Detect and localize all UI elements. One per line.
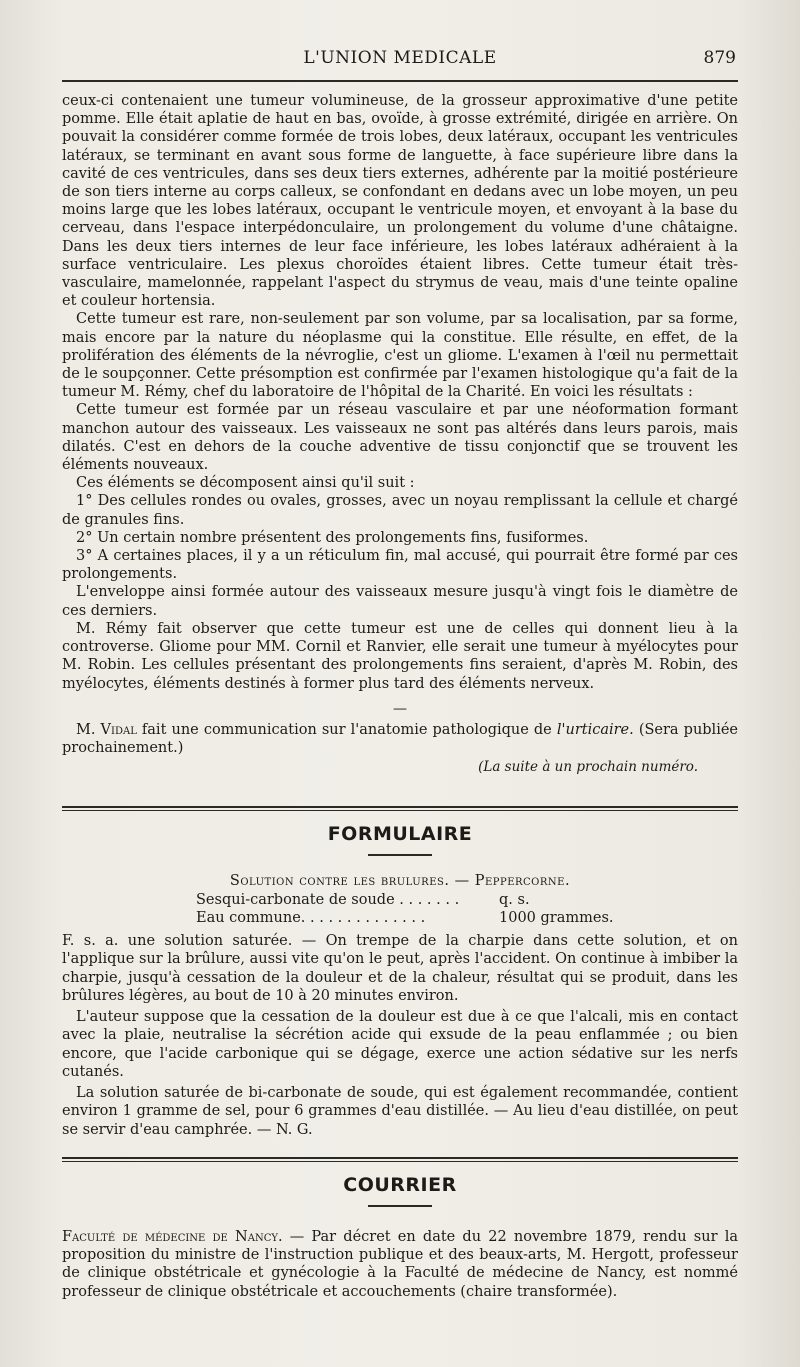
paragraph: L'auteur suppose que la cessation de la douleur est due à ce que l'alcali, mis en contact avec la plaie, neutralise la sécrétion acide qui exsude de la peau enflammée ; ou bien encore, que l'acide carbonique qui se dégage, exerce une action sédative sur les nerfs cutanés. [62, 1008, 738, 1080]
formula-heading [62, 872, 738, 891]
list-item: 2° Un certain nombre présentent des prolongements fins, fusiformes. [76, 529, 589, 546]
formula-title: Solution contre les brulures. [229, 873, 450, 889]
title-underline [368, 854, 432, 856]
ingredient-row [62, 909, 738, 928]
paragraph: ceux-ci contenaient une tumeur volumineuse, de la grosseur approximative d'une petite pomme. Elle était aplatie de haut en bas, ovoïde, à grosse extrémité, dirigée en arrière. On pouvait la considérer comme formée de trois lobes, deux latéraux, occupant les ventricules latéraux, se terminant en avant sous forme de languette, à face supérieure libre dans la cavité de ces ventricules, dans ses deux tiers externes, adhérente par la moitié postérieure de son tiers interne au corps calleux, se confondant en dedans avec un lobe moyen, un peu moins large que les lobes latéraux, occupant le ventricule moyen, et envoyant à la base du cerveau, dans l'espace interpédonculaire, un prolongement du volume d'une châtaigne. Dans les deux tiers internes de leur face inférieure, les lobes latéraux adhéraient à la surface ventriculaire. Les plexus choroïdes étaient libres. Cette tumeur était très-vasculaire, mamelonnée, rappelant l'aspect du strymus de veau, mais d'une teinte opaline et couleur hortensia. [62, 93, 738, 310]
paragraph: La solution saturée de bi-carbonate de soude, qui est également recommandée, contient environ 1 gramme de sel, pour 6 grammes d'eau distillée. — Au lieu d'eau distillée, on peut se servir d'eau camphrée. — N. G. [62, 1084, 738, 1138]
paragraph: Cette tumeur est formée par un réseau vasculaire et par une néoformation formant manchon autour des vaisseaux. Les vaisseaux ne sont pas altérés dans leurs parois, mais dilatés. C'est en dehors de la couche adventive de tissu conjonctif que se trouvent les éléments nouveaux. [62, 402, 738, 474]
paragraph: M. Rémy fait observer que cette tumeur est une de celles qui donnent lieu à la controverse. Gliome pour MM. Cornil et Ranvier, elle serait une tumeur à myélocytes pour M. Robin. Les cellules présentant des prolongements fins seraient, d'après M. Robin, des myélocytes, éléments destinés à former plus tard des éléments nerveux. [62, 620, 738, 692]
formula-author: Peppercorne. [474, 873, 571, 889]
running-title: L'UNION MEDICALE [303, 48, 497, 68]
article-body [62, 92, 738, 777]
paragraph: F. s. a. une solution saturée. — On trempe de la charpie dans cette solution, et on l'applique sur la brûlure, aussi vite qu'on le peut, après l'accident. On continue à imbiber la charpie, jusqu'à cessation de la douleur et de la chaleur, résultat qui se produit, dans les brûlures légères, au bout de 10 à 20 minutes environ. [62, 932, 738, 1004]
separator-dash: — [393, 700, 407, 717]
section-title-formulaire: FORMULAIRE [327, 823, 473, 845]
paragraph-text: (Sera publiée prochainement.) [62, 721, 738, 757]
formula-heading-dash: — [449, 873, 475, 889]
topic-italic: l'urticaire. [556, 721, 634, 738]
header-rule [62, 80, 738, 82]
paragraph: L'enveloppe ainsi formée autour des vaisseaux mesure jusqu'à vingt fois le diamètre de ces derniers. [62, 584, 738, 619]
news-lead: Faculté de médecine de Nancy. [62, 1229, 283, 1245]
list-item: 3° A certaines places, il y a un réticulum fin, mal accusé, qui pourrait être formé par ces prolongements. [62, 548, 738, 583]
paragraph [62, 1228, 738, 1301]
courrier-section [62, 1228, 738, 1301]
page-number: 879 [703, 48, 736, 68]
paragraph [62, 721, 738, 757]
paragraph-text: fait une communication sur l'anatomie pathologique de [136, 721, 557, 738]
title-underline [368, 1205, 432, 1207]
continuation-note: (La suite à un prochain numéro. [478, 759, 698, 776]
speaker-name: M. Vidal [76, 721, 137, 738]
list-item: 1° Des cellules rondes ou ovales, grosses, avec un noyau remplissant la cellule et chargé de granules fins. [62, 493, 738, 528]
paragraph: Cette tumeur est rare, non-seulement par son volume, par sa localisation, par sa forme, mais encore par la nature du néoplasme qui la constitue. Elle résulte, en effet, de la prolifération des éléments de la névroglie, c'est un gliome. L'examen à l'œil nu permettait de le soupçonner. Cette présomption est confirmée par l'examen histologique qu'a fait de la tumeur M. Rémy, chef du laboratoire de l'hôpital de la Charité. En voici les résultats : [62, 311, 738, 401]
ingredient-name: Sesqui-carbonate de soude . . . . . . . [196, 891, 460, 908]
ingredient-quantity: q. s. [499, 891, 530, 908]
section-title-courrier: COURRIER [343, 1174, 457, 1196]
page-header [62, 48, 738, 74]
section-rule [62, 806, 738, 811]
ingredient-quantity: 1000 grammes. [499, 910, 614, 926]
formulaire-section [62, 872, 738, 1139]
section-rule [62, 1157, 738, 1162]
paragraph-text: — Par décret en date du 22 novembre 1879, rendu sur la proposition du ministre de l'instruction publique et des beaux-arts, M. Hergott, professeur de clinique obstétricale et gynécologie à la Faculté de médecine de Nancy, est nommé professeur de clinique obstétricale et accouchements (chaire transformée). [62, 1229, 738, 1300]
ingredient-name: Eau commune. . . . . . . . . . . . . . [196, 910, 426, 926]
ingredient-row [62, 891, 738, 910]
paragraph: Ces éléments se décomposent ainsi qu'il suit : [76, 475, 415, 492]
